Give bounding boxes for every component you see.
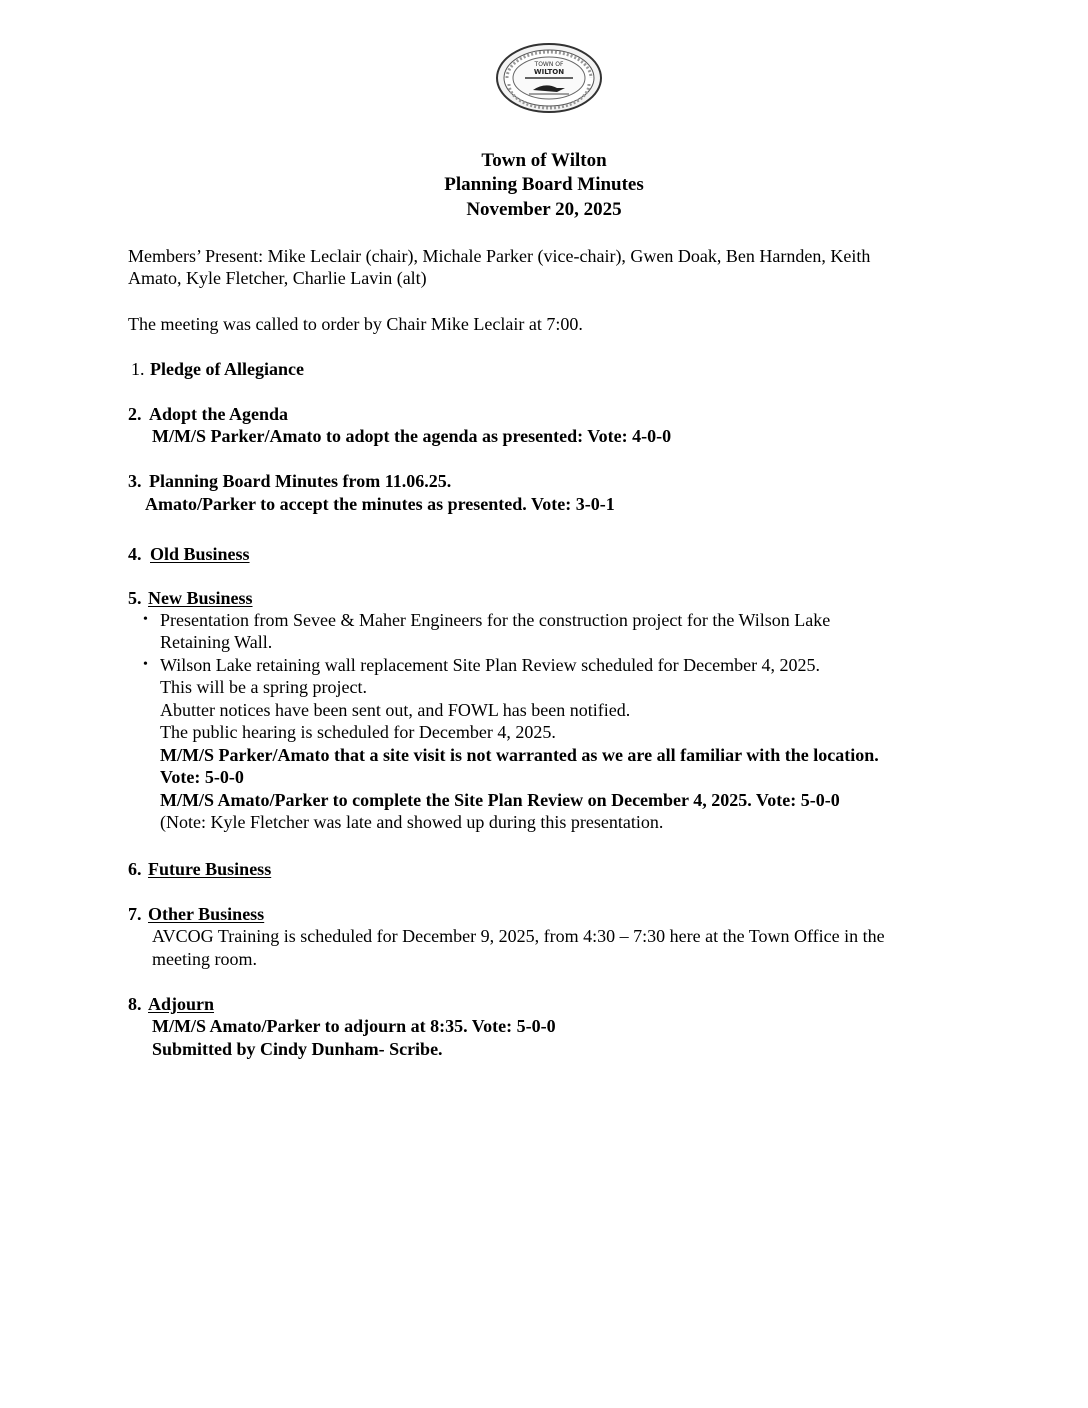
- item-3-motion: Amato/Parker to accept the minutes as presented. Vote: 3-0-1: [145, 494, 615, 514]
- bullet-2-motion-1: M/M/S Parker/Amato that a site visit is not warranted as we are all familiar with the location.: [160, 745, 879, 765]
- call-to-order: The meeting was called to order by Chair Mike Leclair at 7:00.: [128, 314, 583, 334]
- item-4-number: 4.: [128, 544, 142, 564]
- bullet-2-note: (Note: Kyle Fletcher was late and showed up during this presentation.: [160, 812, 664, 832]
- item-8-motion: M/M/S Amato/Parker to adjourn at 8:35. Vote: 5-0-0: [152, 1016, 556, 1036]
- item-3-title: Planning Board Minutes from 11.06.25.: [149, 471, 452, 491]
- town-name: Town of Wilton: [481, 150, 607, 171]
- item-2-number: 2.: [128, 404, 142, 424]
- document-title: Planning Board Minutes: [444, 174, 644, 195]
- item-2-motion: M/M/S Parker/Amato to adopt the agenda as presented: Vote: 4-0-0: [152, 426, 672, 446]
- bullet-2-motion-2: M/M/S Amato/Parker to complete the Site Plan Review on December 4, 2025. Vote: 5-0-0: [160, 790, 840, 810]
- svg-text:WILTON: WILTON: [533, 68, 565, 76]
- item-3-number: 3.: [128, 471, 142, 491]
- item-6-number: 6.: [128, 859, 142, 879]
- item-5-number: 5.: [128, 588, 142, 608]
- submitted-by: Submitted by Cindy Dunham- Scribe.: [152, 1039, 443, 1059]
- bullet-marker: •: [143, 657, 148, 672]
- bullet-marker: •: [143, 612, 148, 627]
- bullet-1-line-2: Retaining Wall.: [160, 632, 273, 652]
- bullet-2-motion-1-vote: Vote: 5-0-0: [160, 767, 244, 787]
- members-present-line-2: Amato, Kyle Fletcher, Charlie Lavin (alt): [128, 268, 427, 288]
- item-8-number: 8.: [128, 994, 142, 1014]
- item-4-title: Old Business: [150, 544, 250, 564]
- town-seal: [495, 42, 603, 114]
- item-7-number: 7.: [128, 904, 142, 924]
- bullet-2-line-1: Wilson Lake retaining wall replacement Site Plan Review scheduled for December 4, 2025.: [160, 655, 821, 675]
- item-8-title: Adjourn: [148, 994, 215, 1014]
- item-1-title: Pledge of Allegiance: [150, 359, 304, 379]
- bullet-2-line-4: The public hearing is scheduled for December 4, 2025.: [160, 722, 556, 742]
- item-7-title: Other Business: [148, 904, 265, 924]
- item-1-number: 1.: [131, 359, 145, 379]
- bullet-1-line-1: Presentation from Sevee & Maher Engineers for the construction project for the Wilson Lake: [160, 610, 831, 630]
- item-2-title: Adopt the Agenda: [149, 404, 289, 424]
- item-7-line-1: AVCOG Training is scheduled for December 9, 2025, from 4:30 – 7:30 here at the Town Office in the: [152, 926, 885, 946]
- item-7-line-2: meeting room.: [152, 949, 257, 969]
- members-present-line-1: Members’ Present: Mike Leclair (chair), Michale Parker (vice-chair), Gwen Doak, Ben Harnden, Keith: [128, 246, 871, 266]
- bullet-2-line-3: Abutter notices have been sent out, and FOWL has been notified.: [160, 700, 631, 720]
- bullet-2-line-2: This will be a spring project.: [160, 677, 367, 697]
- meeting-date: November 20, 2025: [466, 199, 622, 220]
- svg-text:TOWN OF: TOWN OF: [534, 61, 564, 68]
- item-6-title: Future Business: [148, 859, 272, 879]
- item-5-title: New Business: [148, 588, 253, 608]
